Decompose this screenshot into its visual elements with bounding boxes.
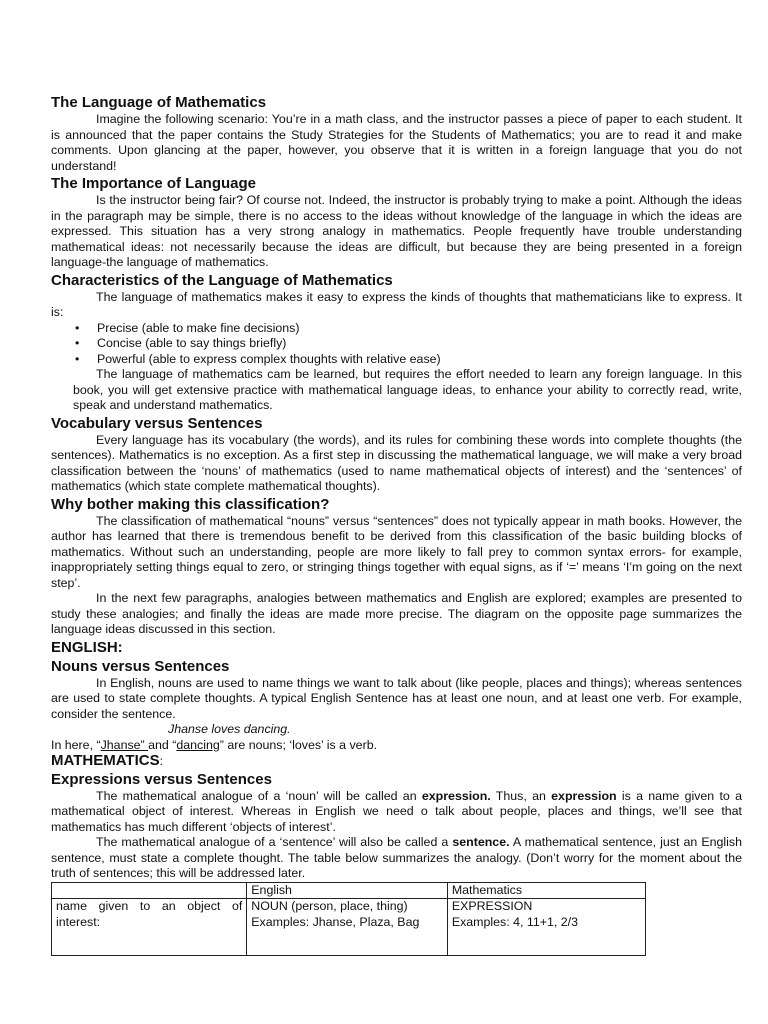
- cell-line: Examples: 4, 11+1, 2/3: [451, 914, 578, 929]
- english-paragraph: In English, nouns are used to name things we want to talk about (like people, places and things); whereas sentences are used to state complete thoughts. A typical English Sentence has at least one noun, and at least one verb. For example, consider the sentence.: [51, 675, 742, 721]
- cell-line: EXPRESSION: [451, 899, 533, 913]
- importance-paragraph: Is the instructor being fair? Of course not. Indeed, the instructor is probably trying to make a point. Although the ideas in the paragraph may be simple, there is no access to the ideas without knowledge of the language in which the ideas are expressed. This situation has a very strong analogy in mathematics. People frequently have trouble understanding mathematical ideas: not necessarily because the ideas are difficult, but because they are being presented in a foreign language-the language of mathematics.: [51, 193, 742, 269]
- vocabulary-heading: Vocabulary versus Sentences: [51, 414, 263, 432]
- table-row: [52, 899, 646, 956]
- list-item: • Powerful (able to express complex thoughts with relative ease): [97, 352, 742, 368]
- table-cell-mathematics: [447, 899, 645, 956]
- text-run: The mathematical analogue of a ‘noun’ will be called an: [96, 788, 422, 803]
- why-paragraph-2: In the next few paragraphs, analogies between mathematics and English are explored; examples are presented to study these analogies; and finally the ideas are made more precise. The diagram on the opposite page summarizes the language ideas discussed in this section.: [51, 591, 742, 636]
- note-word-jhanse: Jhanse”: [100, 737, 149, 752]
- bold-term: expression: [551, 788, 617, 803]
- expressions-sentences-heading: Expressions versus Sentences: [51, 770, 272, 788]
- why-heading: Why bother making this classification?: [51, 495, 330, 513]
- note-mid: and “: [148, 737, 177, 752]
- characteristics-paragraph: The language of mathematics makes it easy to express the kinds of thoughts that mathematicians like to express. It is:: [51, 289, 742, 319]
- intro-paragraph: Imagine the following scenario: You’re in a math class, and the instructor passes a piece of paper to each student. It is announced that the paper contains the Study Strategies for the Students of Mathematics; you are to read it and make comments. Upon glancing at the paper, however, you observe that it is written in a foreign language that you do not understand!: [51, 112, 742, 173]
- table-header-cell: [52, 882, 247, 899]
- importance-heading: The Importance of Language: [51, 175, 257, 192]
- text-run: A mathematical sentence, just an English sentence, must state a complete thought. The table below summarizes the analogy. (Don’t worry for the moment about the truth of sentences; this will be addressed later.: [51, 835, 742, 880]
- page-title: The Language of Mathematics: [51, 94, 267, 111]
- english-note: [51, 738, 742, 754]
- list-item: • Concise (able to say things briefly): [97, 336, 742, 352]
- table-header-row: [52, 882, 646, 899]
- note-suffix: ” are nouns; ‘loves’ is a verb.: [219, 737, 378, 752]
- math-paragraph-1: [51, 789, 742, 836]
- why-paragraph-1: The classification of mathematical “nouns” versus “sentences” does not typically appear in math books. However, the author has learned that there is tremendous benefit to be derived from this classification of the basic building blocks of mathematics. Without such an understanding, people are more likely to fall prey to common syntax errors- for example, inappropriately setting things equal to zero, or stringing things together with equal signs, as if ‘=’ means ‘I’m going on the next step’.: [51, 513, 742, 590]
- text-run: Thus, an: [490, 788, 552, 803]
- text-run: is a name given to a mathematical object of interest. Whereas in English we need o talk about people, places and things, we’ll see that mathematics has much different ‘objects of interest’.: [51, 788, 742, 834]
- table-header-cell: Mathematics: [447, 882, 645, 899]
- english-heading: ENGLISH:: [51, 638, 123, 656]
- note-word-dancing: dancing: [176, 737, 220, 752]
- mathematics-heading: MATHEMATICS: [51, 752, 160, 769]
- list-item: • Precise (able to make fine decisions): [97, 321, 742, 337]
- characteristics-after-paragraph: The language of mathematics cam be learned, but requires the effort needed to learn any foreign language. In this book, you will get extensive practice with mathematical language ideas, to enhance your ability to correctly read, write, speak and understand mathematics.: [73, 367, 742, 412]
- cell-line: NOUN (person, place, thing): [251, 899, 408, 913]
- table-cell-label: name given to an object of interest:: [52, 899, 247, 956]
- text-run: The mathematical analogue of a ‘sentence’ will also be called a: [96, 835, 453, 849]
- nouns-sentences-heading: Nouns versus Sentences: [51, 657, 230, 675]
- bold-term: expression.: [421, 788, 491, 803]
- example-sentence: Jhanse loves dancing.: [168, 722, 291, 736]
- cell-line: Examples: Jhanse, Plaza, Bag: [251, 914, 420, 929]
- table-cell-english: [247, 899, 448, 956]
- characteristics-heading: Characteristics of the Language of Mathematics: [51, 271, 393, 289]
- table-header-cell: English: [247, 882, 448, 899]
- characteristics-list: [51, 321, 742, 368]
- bold-term: sentence.: [452, 835, 510, 849]
- analogy-table: [51, 882, 646, 957]
- document-content: [51, 93, 742, 956]
- note-prefix: In here, “: [51, 737, 101, 752]
- vocabulary-paragraph: Every language has its vocabulary (the words), and its rules for combining these words into complete thoughts (the sentences). Mathematics is no exception. As a first step in discussing the mathematical language, we will make a very broad classification between the ‘nouns’ of mathematics (used to name mathematical objects of interest) and the ‘sentences’ of mathematics (which state complete mathematical thoughts).: [51, 432, 742, 493]
- math-paragraph-2: [51, 835, 742, 882]
- mathematics-heading-line: [51, 753, 742, 770]
- mathematics-heading-colon: :: [159, 754, 164, 768]
